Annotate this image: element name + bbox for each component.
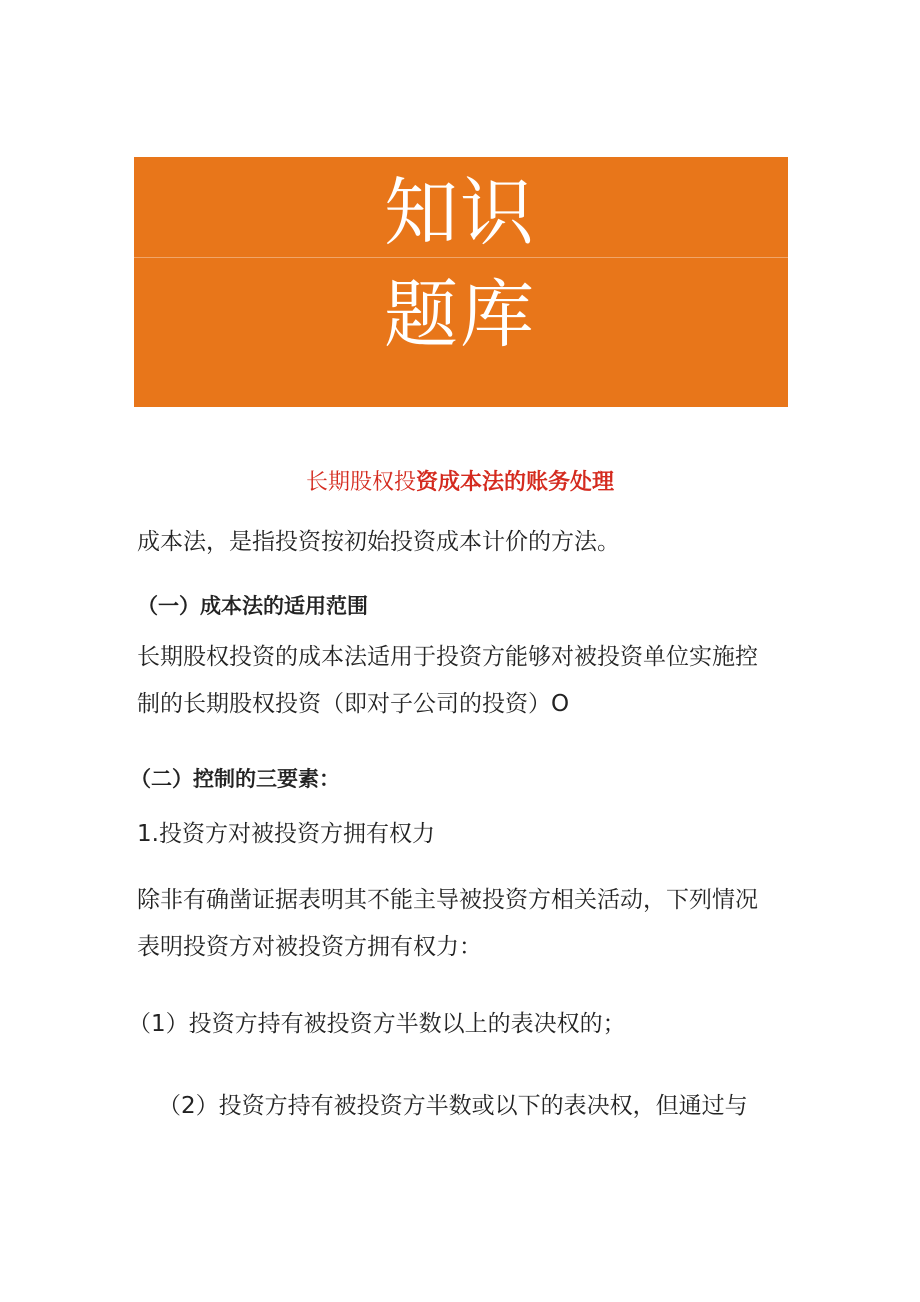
document-title-part2: 资成本法的账务处理 <box>416 470 615 495</box>
power-description-line2: 表明投资方对被投资方拥有权力： <box>137 934 482 960</box>
banner-title-line2: 题库 <box>384 272 536 358</box>
case-item-1: （1）投资方持有被投资方半数以上的表决权的； <box>128 1011 626 1037</box>
document-title <box>0 468 920 498</box>
list-item-power: 1.投资方对被投资方拥有权力 <box>137 821 435 847</box>
document-title-part1: 长期股权投 <box>305 470 416 495</box>
scope-paragraph-line2: 制的长期股权投资（即对子公司的投资）O <box>137 691 570 717</box>
case-item-2: （2）投资方持有被投资方半数或以下的表决权，但通过与 <box>158 1093 748 1119</box>
scope-paragraph-line1: 长期股权投资的成本法适用于投资方能够对被投资单位实施控 <box>137 644 758 670</box>
power-description-line1: 除非有确凿证据表明其不能主导被投资方相关活动，下列情况 <box>137 887 758 913</box>
intro-paragraph: 成本法，是指投资按初始投资成本计价的方法。 <box>137 529 620 555</box>
section-heading-control: （二）控制的三要素： <box>130 767 340 791</box>
banner-title-line1: 知识 <box>384 170 536 256</box>
section-heading-scope: （一）成本法的适用范围 <box>137 594 368 618</box>
